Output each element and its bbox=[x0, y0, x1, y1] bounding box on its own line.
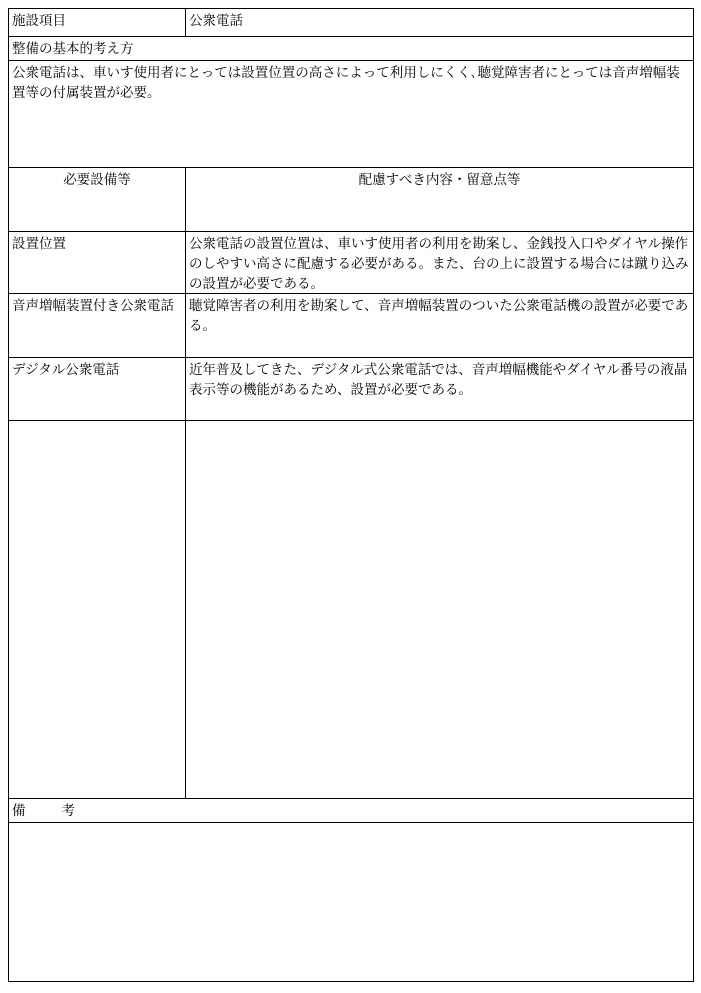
remarks-label-first: 備 bbox=[12, 803, 26, 819]
table-row-notes-cell bbox=[185, 357, 694, 420]
principle-heading-cell bbox=[8, 36, 694, 60]
column-header-equipment: 必要設備等 bbox=[63, 172, 131, 188]
facility-sheet bbox=[8, 8, 694, 982]
column-header-equipment-cell bbox=[8, 167, 185, 231]
remarks-label-second: 考 bbox=[61, 803, 75, 819]
table-row-equipment: 音声増幅装置付き公衆電話 bbox=[12, 298, 174, 314]
remarks-heading-cell bbox=[8, 798, 694, 822]
principle-heading: 整備の基本的考え方 bbox=[12, 41, 134, 57]
table-row-notes: 近年普及してきた、デジタル式公衆電話では、音声増幅機能やダイヤル番号の液晶表示等の機能があるため、設置が必要である。 bbox=[189, 362, 688, 398]
principle-text: 公衆電話は、車いす使用者にとっては設置位置の高さによって利用しにくく､聴覚障害者にとっては音声増幅装置等の付属装置が必要。 bbox=[12, 65, 680, 101]
table-row-equipment-cell bbox=[8, 357, 185, 420]
table-empty-notes-cell bbox=[185, 420, 694, 798]
facility-item-value: 公衆電話 bbox=[189, 13, 243, 29]
column-header-notes: 配慮すべき内容・留意点等 bbox=[358, 172, 521, 188]
table-empty-equipment-cell bbox=[8, 420, 185, 798]
principle-text-cell bbox=[8, 60, 694, 167]
facility-item-label: 施設項目 bbox=[12, 13, 66, 29]
table-row-equipment-cell bbox=[8, 293, 185, 357]
column-header-notes-cell bbox=[185, 167, 694, 231]
table-row-equipment-cell bbox=[8, 231, 185, 293]
table-row-notes: 聴覚障害者の利用を勘案して、音声増幅装置のついた公衆電話機の設置が必要である。 bbox=[189, 298, 689, 334]
table-row-equipment: デジタル公衆電話 bbox=[12, 362, 120, 378]
table-row-notes-cell bbox=[185, 231, 694, 293]
table-row-notes-cell bbox=[185, 293, 694, 357]
table-row-equipment: 設置位置 bbox=[12, 236, 66, 252]
remarks-body-cell bbox=[8, 822, 694, 982]
facility-item-label-cell bbox=[8, 8, 185, 36]
facility-item-value-cell bbox=[185, 8, 694, 36]
table-row-notes: 公衆電話の設置位置は、車いす使用者の利用を勘案し、金銭投入口やダイヤル操作のしやすい高さに配慮する必要がある。また、台の上に設置する場合には蹴り込みの設置が必要である。 bbox=[189, 236, 689, 292]
